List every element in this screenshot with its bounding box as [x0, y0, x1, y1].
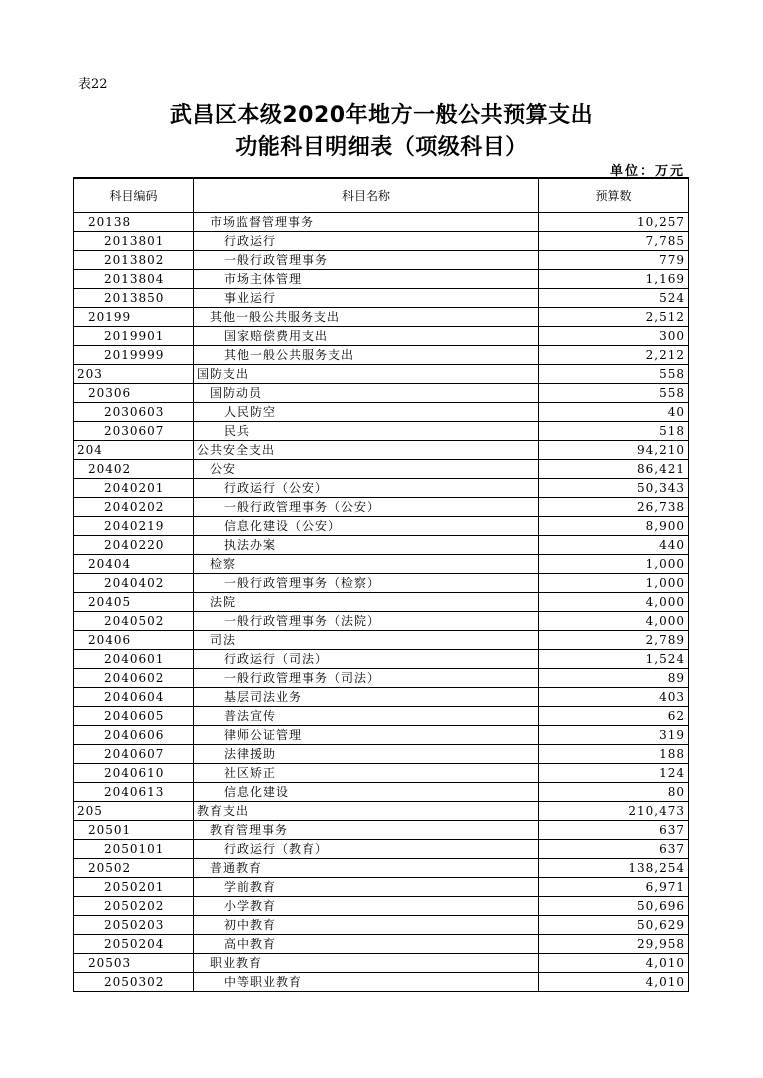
table-row [74, 783, 689, 802]
table-row [74, 384, 689, 403]
subject-code-cell: 2050204 [74, 935, 194, 954]
budget-amount-cell: 86,421 [539, 460, 689, 479]
table-row [74, 669, 689, 688]
budget-amount-cell: 637 [539, 821, 689, 840]
subject-name-cell: 一般行政管理事务（公安） [194, 498, 539, 517]
budget-amount-cell: 1,524 [539, 650, 689, 669]
table-row [74, 346, 689, 365]
subject-name-cell: 社区矫正 [194, 764, 539, 783]
budget-amount-cell: 50,629 [539, 916, 689, 935]
budget-amount-cell: 10,257 [539, 213, 689, 232]
table-row [74, 536, 689, 555]
subject-name-cell: 国防动员 [194, 384, 539, 403]
subject-name-cell: 小学教育 [194, 897, 539, 916]
budget-amount-cell: 89 [539, 669, 689, 688]
subject-name-cell: 一般行政管理事务（司法） [194, 669, 539, 688]
subject-name-cell: 初中教育 [194, 916, 539, 935]
table-row [74, 878, 689, 897]
subject-code-cell: 20503 [74, 954, 194, 973]
subject-name-cell: 检察 [194, 555, 539, 574]
budget-amount-cell: 29,958 [539, 935, 689, 954]
budget-amount-cell: 7,785 [539, 232, 689, 251]
table-row [74, 479, 689, 498]
unit-label: 单位：万元 [609, 164, 685, 179]
budget-amount-cell: 4,000 [539, 612, 689, 631]
budget-amount-cell: 637 [539, 840, 689, 859]
subject-name-cell: 信息化建设 [194, 783, 539, 802]
budget-amount-cell: 50,696 [539, 897, 689, 916]
subject-code-cell: 2040604 [74, 688, 194, 707]
subject-name-cell: 国防支出 [194, 365, 539, 384]
table-row [74, 764, 689, 783]
column-header-amount: 预算数 [539, 178, 689, 213]
subject-code-cell: 2050302 [74, 973, 194, 992]
subject-name-cell: 教育支出 [194, 802, 539, 821]
table-row [74, 403, 689, 422]
table-row [74, 422, 689, 441]
subject-code-cell: 2040201 [74, 479, 194, 498]
subject-name-cell: 行政运行 [194, 232, 539, 251]
table-number-label: 表22 [78, 77, 108, 92]
table-row [74, 821, 689, 840]
table-row [74, 688, 689, 707]
document-title-line-2: 功能科目明细表（项级科目） [235, 135, 528, 160]
budget-amount-cell: 138,254 [539, 859, 689, 878]
subject-code-cell: 20402 [74, 460, 194, 479]
subject-name-cell: 一般行政管理事务（法院） [194, 612, 539, 631]
subject-code-cell: 2040601 [74, 650, 194, 669]
budget-amount-cell: 50,343 [539, 479, 689, 498]
subject-code-cell: 205 [74, 802, 194, 821]
table-row [74, 935, 689, 954]
table-row [74, 365, 689, 384]
budget-amount-cell: 4,010 [539, 954, 689, 973]
subject-code-cell: 2013850 [74, 289, 194, 308]
table-row [74, 441, 689, 460]
subject-name-cell: 律师公证管理 [194, 726, 539, 745]
table-row [74, 916, 689, 935]
table-row [74, 973, 689, 992]
budget-amount-cell: 210,473 [539, 802, 689, 821]
subject-code-cell: 2040219 [74, 517, 194, 536]
subject-code-cell: 2013804 [74, 270, 194, 289]
subject-code-cell: 2040613 [74, 783, 194, 802]
subject-code-cell: 2019999 [74, 346, 194, 365]
subject-code-cell: 2040606 [74, 726, 194, 745]
subject-name-cell: 中等职业教育 [194, 973, 539, 992]
budget-amount-cell: 403 [539, 688, 689, 707]
table-row [74, 859, 689, 878]
table-row [74, 270, 689, 289]
budget-amount-cell: 779 [539, 251, 689, 270]
subject-name-cell: 公安 [194, 460, 539, 479]
subject-code-cell: 20405 [74, 593, 194, 612]
table-row [74, 498, 689, 517]
subject-code-cell: 20138 [74, 213, 194, 232]
budget-amount-cell: 518 [539, 422, 689, 441]
subject-code-cell: 20199 [74, 308, 194, 327]
table-row [74, 726, 689, 745]
budget-amount-cell: 124 [539, 764, 689, 783]
column-header-name: 科目名称 [194, 178, 539, 213]
subject-code-cell: 2040607 [74, 745, 194, 764]
table-row [74, 517, 689, 536]
budget-amount-cell: 40 [539, 403, 689, 422]
subject-name-cell: 司法 [194, 631, 539, 650]
table-row [74, 707, 689, 726]
subject-name-cell: 一般行政管理事务（检察） [194, 574, 539, 593]
subject-name-cell: 公共安全支出 [194, 441, 539, 460]
subject-code-cell: 2040220 [74, 536, 194, 555]
table-row [74, 802, 689, 821]
subject-code-cell: 2030603 [74, 403, 194, 422]
subject-code-cell: 2013801 [74, 232, 194, 251]
subject-name-cell: 职业教育 [194, 954, 539, 973]
subject-name-cell: 信息化建设（公安） [194, 517, 539, 536]
budget-amount-cell: 2,212 [539, 346, 689, 365]
subject-code-cell: 20501 [74, 821, 194, 840]
table-row [74, 555, 689, 574]
subject-code-cell: 2040502 [74, 612, 194, 631]
subject-name-cell: 事业运行 [194, 289, 539, 308]
subject-name-cell: 市场主体管理 [194, 270, 539, 289]
subject-name-cell: 普法宣传 [194, 707, 539, 726]
subject-name-cell: 执法办案 [194, 536, 539, 555]
subject-name-cell: 其他一般公共服务支出 [194, 308, 539, 327]
subject-code-cell: 2050101 [74, 840, 194, 859]
subject-name-cell: 法律援助 [194, 745, 539, 764]
table-header-row [74, 178, 689, 213]
table-row [74, 308, 689, 327]
budget-amount-cell: 1,000 [539, 555, 689, 574]
budget-amount-cell: 62 [539, 707, 689, 726]
budget-amount-cell: 94,210 [539, 441, 689, 460]
subject-name-cell: 行政运行（司法） [194, 650, 539, 669]
subject-name-cell: 教育管理事务 [194, 821, 539, 840]
budget-amount-cell: 524 [539, 289, 689, 308]
budget-amount-cell: 188 [539, 745, 689, 764]
subject-code-cell: 2030607 [74, 422, 194, 441]
subject-code-cell: 2040605 [74, 707, 194, 726]
subject-code-cell: 204 [74, 441, 194, 460]
subject-name-cell: 行政运行（公安） [194, 479, 539, 498]
subject-name-cell: 其他一般公共服务支出 [194, 346, 539, 365]
subject-name-cell: 普通教育 [194, 859, 539, 878]
table-row [74, 327, 689, 346]
budget-amount-cell: 1,169 [539, 270, 689, 289]
budget-amount-cell: 26,738 [539, 498, 689, 517]
table-row [74, 840, 689, 859]
table-row [74, 289, 689, 308]
subject-code-cell: 2050202 [74, 897, 194, 916]
table-row [74, 745, 689, 764]
table-row [74, 612, 689, 631]
subject-code-cell: 2040602 [74, 669, 194, 688]
subject-name-cell: 高中教育 [194, 935, 539, 954]
subject-code-cell: 2019901 [74, 327, 194, 346]
subject-code-cell: 2050203 [74, 916, 194, 935]
table-row [74, 460, 689, 479]
table-row [74, 232, 689, 251]
subject-code-cell: 203 [74, 365, 194, 384]
table-row [74, 574, 689, 593]
budget-amount-cell: 8,900 [539, 517, 689, 536]
column-header-code: 科目编码 [74, 178, 194, 213]
table-row [74, 593, 689, 612]
budget-amount-cell: 2,512 [539, 308, 689, 327]
subject-code-cell: 20306 [74, 384, 194, 403]
table-row [74, 650, 689, 669]
subject-name-cell: 法院 [194, 593, 539, 612]
table-row [74, 213, 689, 232]
budget-amount-cell: 2,789 [539, 631, 689, 650]
subject-code-cell: 2040402 [74, 574, 194, 593]
subject-code-cell: 2050201 [74, 878, 194, 897]
budget-amount-cell: 4,000 [539, 593, 689, 612]
table-row [74, 251, 689, 270]
subject-name-cell: 行政运行（教育） [194, 840, 539, 859]
subject-name-cell: 市场监督管理事务 [194, 213, 539, 232]
subject-name-cell: 人民防空 [194, 403, 539, 422]
table-row [74, 954, 689, 973]
subject-name-cell: 基层司法业务 [194, 688, 539, 707]
subject-name-cell: 国家赔偿费用支出 [194, 327, 539, 346]
subject-code-cell: 20406 [74, 631, 194, 650]
subject-code-cell: 20502 [74, 859, 194, 878]
subject-name-cell: 民兵 [194, 422, 539, 441]
budget-amount-cell: 4,010 [539, 973, 689, 992]
budget-amount-cell: 300 [539, 327, 689, 346]
subject-name-cell: 一般行政管理事务 [194, 251, 539, 270]
table-row [74, 631, 689, 650]
subject-name-cell: 学前教育 [194, 878, 539, 897]
budget-amount-cell: 558 [539, 365, 689, 384]
subject-code-cell: 2013802 [74, 251, 194, 270]
budget-amount-cell: 1,000 [539, 574, 689, 593]
budget-amount-cell: 440 [539, 536, 689, 555]
table-body [74, 213, 689, 992]
subject-code-cell: 20404 [74, 555, 194, 574]
table-row [74, 897, 689, 916]
budget-amount-cell: 558 [539, 384, 689, 403]
subject-code-cell: 2040202 [74, 498, 194, 517]
document-title-line-1: 武昌区本级2020年地方一般公共预算支出 [169, 103, 594, 128]
budget-amount-cell: 80 [539, 783, 689, 802]
budget-table [73, 177, 689, 992]
budget-amount-cell: 6,971 [539, 878, 689, 897]
subject-code-cell: 2040610 [74, 764, 194, 783]
budget-amount-cell: 319 [539, 726, 689, 745]
